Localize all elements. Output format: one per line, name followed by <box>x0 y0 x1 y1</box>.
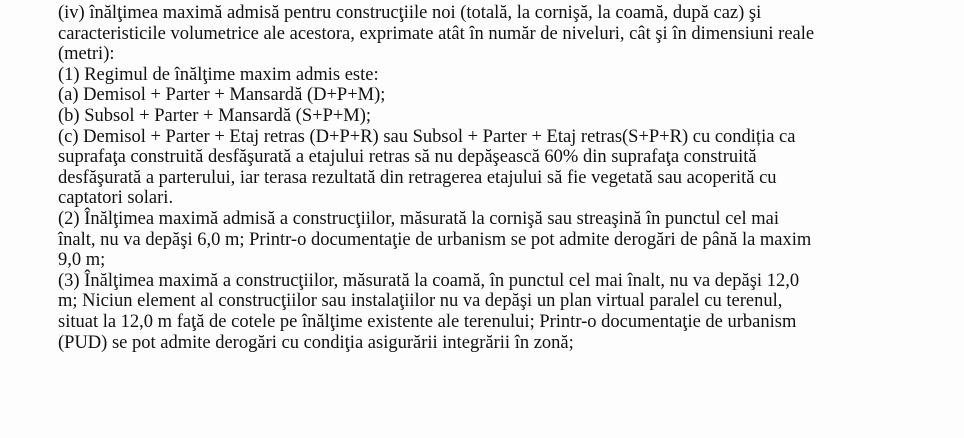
text-line-item-c: (c) Demisol + Parter + Etaj retras (D+P+R) sau Subsol + Parter + Etaj retras(S+P+R) cu condiția ca <box>58 126 796 147</box>
text-line: caracteristicile volumetrice ale acestora, exprimate atât în număr de niveluri, cât şi în dimensiuni reale <box>58 23 815 44</box>
text-line: (metri): <box>58 44 115 65</box>
text-line-item-2: (2) Înălţimea maximă admisă a construcţiilor, măsurată la cornişă sau streaşină în punctul cel mai <box>58 208 780 229</box>
text-line: (PUD) se pot admite derogări cu condiţia asigurării integrării în zonă; <box>58 332 574 353</box>
text-line: înalt, nu va depăşi 6,0 m; Printr-o documentaţie de urbanism se pot admite derogări de până la maxim <box>58 229 812 250</box>
text-line: m; Niciun element al construcţiilor sau instalaţiilor nu va depăşi un plan virtual paralel cu terenul, <box>58 291 783 312</box>
text-line: suprafaţa construită desfăşurată a etajului retras să nu depăşească 60% din suprafaţa construită <box>58 147 757 168</box>
text-line-item-3: (3) Înălţimea maximă a construcţiilor, măsurată la coamă, în punctul cel mai înalt, nu va depăşi 12,0 <box>58 270 800 291</box>
text-line: captatori solari. <box>58 188 174 209</box>
text-line: desfăşurată a parterului, iar terasa rezultată din retragerea etajului să fie vegetată sau acoperită cu <box>58 167 777 188</box>
text-line: situat la 12,0 m faţă de cotele pe înălţime existente ale terenului; Printr-o documentaţie de urbanism <box>58 311 797 332</box>
text-line-item-1: (1) Regimul de înălţime maxim admis este: <box>58 64 379 85</box>
text-line-item-a: (a) Demisol + Parter + Mansardă (D+P+M); <box>58 85 386 106</box>
text-line: 9,0 m; <box>58 250 106 271</box>
document-text <box>58 3 958 353</box>
text-line-heading-iv: (iv) înălţimea maximă admisă pentru construcţiile noi (totală, la cornişă, la coamă, după caz) şi <box>58 3 762 23</box>
text-line-item-b: (b) Subsol + Parter + Mansardă (S+P+M); <box>58 105 372 126</box>
